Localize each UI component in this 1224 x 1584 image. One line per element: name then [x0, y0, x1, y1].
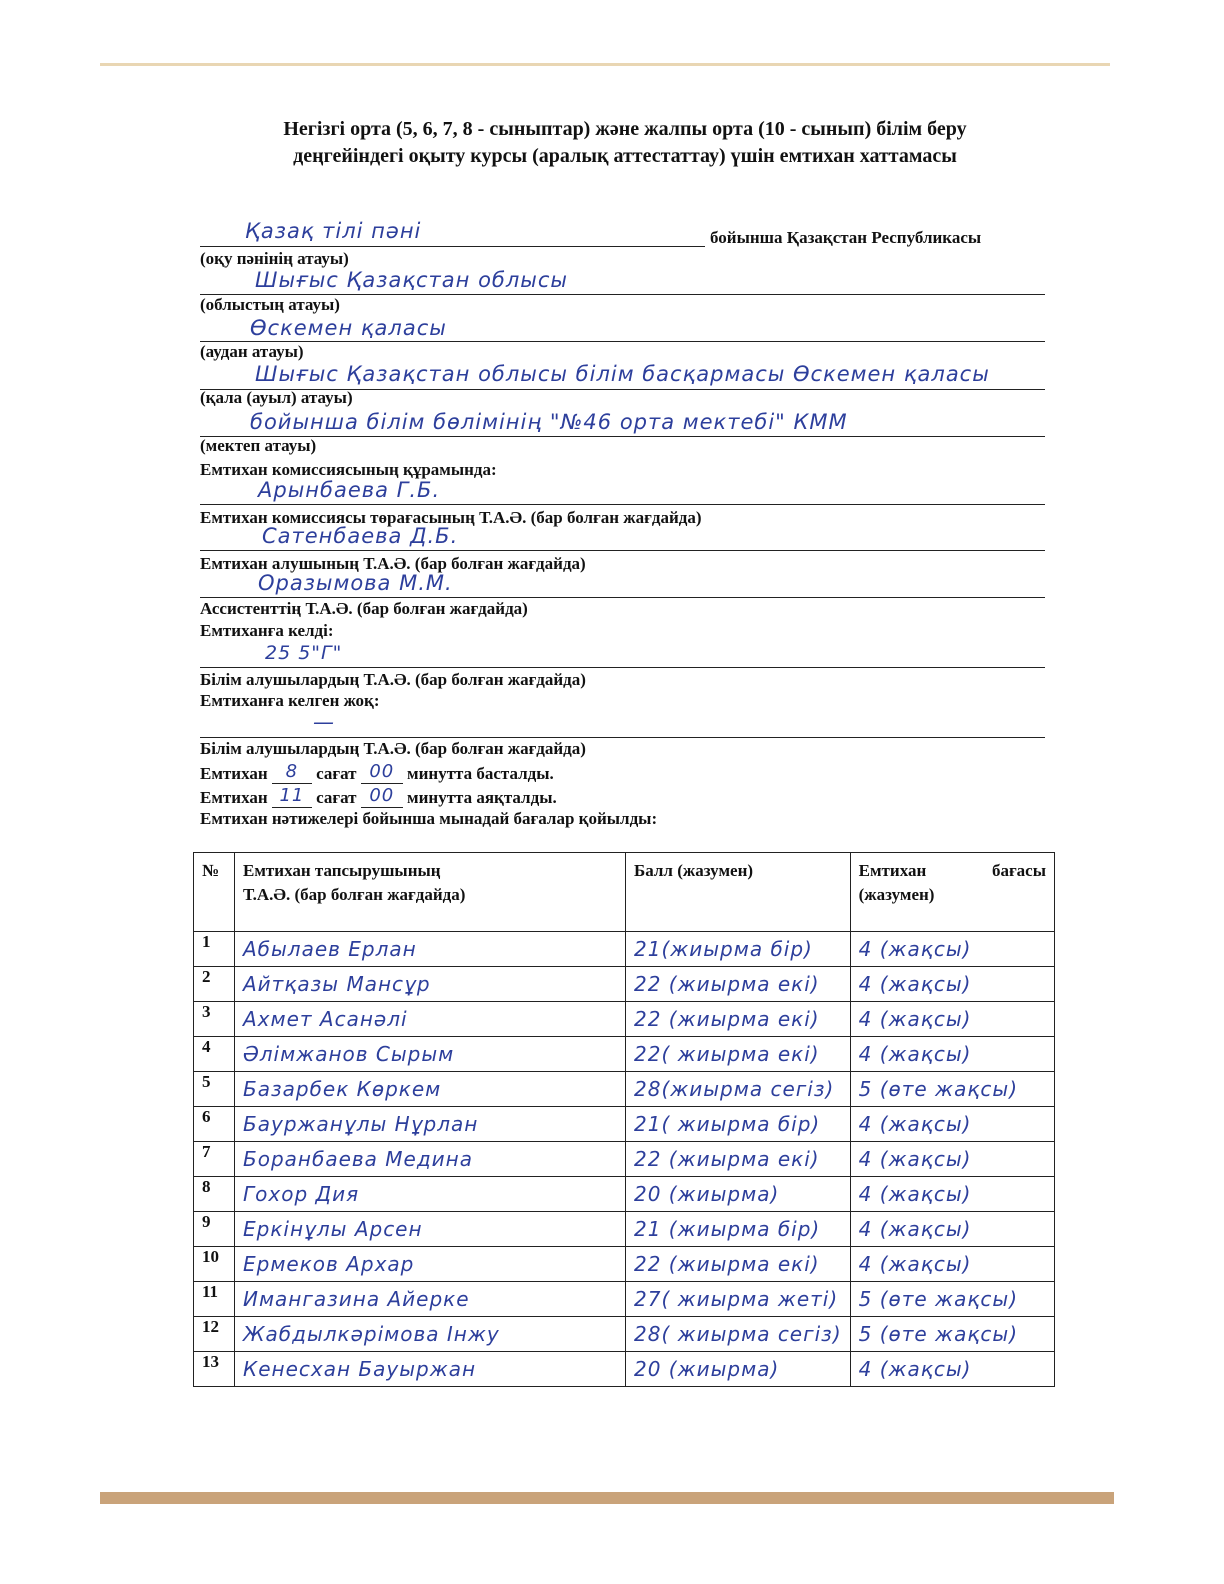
results-table	[193, 852, 1055, 1387]
student-grade: 4 (жақсы)	[858, 1112, 972, 1136]
student-score-cell	[626, 1247, 851, 1282]
student-score: 20 (жиырма)	[634, 1357, 780, 1381]
row-number: 5	[202, 1072, 211, 1091]
student-name: Гохор Дия	[243, 1182, 360, 1206]
examiner-line	[200, 550, 1045, 551]
student-score: 21(жиырма бір)	[634, 937, 813, 961]
table-row	[194, 1247, 1055, 1282]
subject-suffix: бойынша Қазақстан Республикасы	[710, 228, 982, 247]
page-title	[190, 116, 1060, 170]
student-grade: 4 (жақсы)	[858, 972, 972, 996]
student-name-cell	[235, 1177, 626, 1212]
row-number-cell	[194, 1107, 235, 1142]
student-grade-cell	[850, 1002, 1054, 1037]
row-number: 13	[202, 1352, 219, 1371]
school-caption: (мектеп атауы)	[200, 436, 317, 455]
row-number: 8	[202, 1177, 211, 1196]
student-score: 22 (жиырма екі)	[634, 972, 820, 996]
table-row	[194, 932, 1055, 967]
student-grade: 4 (жақсы)	[858, 1357, 972, 1381]
student-score: 22( жиырма екі)	[634, 1042, 820, 1066]
start-hour: 8	[272, 761, 312, 784]
district-caption: (аудан атауы)	[200, 342, 304, 361]
subject-value: Қазақ тілі пәні	[245, 219, 422, 243]
student-name: Ермеков Архар	[243, 1252, 415, 1276]
student-name: Абылаев Ерлан	[243, 937, 417, 961]
student-name-cell	[235, 1282, 626, 1317]
results-label: Емтихан нәтижелері бойынша мынадай бағалар қойылды:	[200, 809, 658, 828]
student-name: Кенесхан Бауыржан	[243, 1357, 477, 1381]
absent-caption: Білім алушылардың Т.А.Ә. (бар болған жағдайда)	[200, 739, 586, 758]
table-row	[194, 967, 1055, 1002]
row-number-cell	[194, 1142, 235, 1177]
header-grade-word-1: Емтихан	[858, 861, 927, 880]
student-score-cell	[626, 1142, 851, 1177]
end-prefix: Емтихан	[200, 788, 268, 807]
absent-value: —	[313, 710, 335, 734]
commission-label: Емтихан комиссиясының құрамында:	[200, 460, 497, 479]
student-score-cell	[626, 1072, 851, 1107]
city-caption: (қала (ауыл) атауы)	[200, 388, 353, 407]
district-line	[200, 341, 1045, 342]
student-name: Боранбаева Медина	[243, 1147, 473, 1171]
student-name: Айтқазы Мансұр	[243, 972, 431, 996]
paper-top-edge	[100, 63, 1110, 66]
table-row	[194, 1352, 1055, 1387]
student-grade-cell	[850, 1142, 1054, 1177]
region-value: Шығыс Қазақстан облысы	[255, 268, 568, 292]
table-row	[194, 1212, 1055, 1247]
table-header-row	[194, 853, 1055, 932]
end-suffix: минутта аяқталды.	[407, 788, 557, 807]
school-line	[200, 436, 1045, 437]
student-grade-cell	[850, 1352, 1054, 1387]
table-row	[194, 1107, 1055, 1142]
student-grade-cell	[850, 1282, 1054, 1317]
student-score-cell	[626, 1352, 851, 1387]
student-grade-cell	[850, 1247, 1054, 1282]
student-grade-cell	[850, 1177, 1054, 1212]
student-name-cell	[235, 1107, 626, 1142]
header-grade	[850, 853, 1054, 932]
start-prefix: Емтихан	[200, 764, 268, 783]
table-row	[194, 1002, 1055, 1037]
end-hour: 11	[272, 785, 312, 808]
student-name-cell	[235, 1352, 626, 1387]
row-number: 3	[202, 1002, 211, 1021]
results-body	[194, 932, 1055, 1387]
row-number: 10	[202, 1247, 219, 1266]
student-grade: 5 (өте жақсы)	[858, 1287, 1019, 1311]
district-value: Өскемен қаласы	[250, 316, 447, 340]
chair-line	[200, 504, 1045, 505]
header-name-line-2: Т.А.Ә. (бар болған жағдайда)	[243, 885, 466, 904]
assistant-caption: Ассистенттің Т.А.Ә. (бар болған жағдайда)	[200, 599, 528, 618]
school-value: бойынша білім бөлімінің "№46 орта мектебі" КММ	[250, 410, 848, 434]
header-grade-line-2: (жазумен)	[858, 885, 935, 904]
student-grade-cell	[850, 1317, 1054, 1352]
row-number-cell	[194, 932, 235, 967]
row-number-cell	[194, 1317, 235, 1352]
student-score-cell	[626, 1002, 851, 1037]
examiner-caption: Емтихан алушының Т.А.Ә. (бар болған жағдайда)	[200, 554, 586, 573]
row-number: 2	[202, 967, 211, 986]
student-grade-cell	[850, 1212, 1054, 1247]
header-score: Балл (жазумен)	[626, 853, 851, 932]
student-name-cell	[235, 1002, 626, 1037]
student-name-cell	[235, 1212, 626, 1247]
student-score: 22 (жиырма екі)	[634, 1007, 820, 1031]
table-row	[194, 1037, 1055, 1072]
student-score: 20 (жиырма)	[634, 1182, 780, 1206]
row-number: 7	[202, 1142, 211, 1161]
student-score-cell	[626, 967, 851, 1002]
student-name: Бауржанұлы Нұрлан	[243, 1112, 479, 1136]
student-score: 22 (жиырма екі)	[634, 1147, 820, 1171]
student-name-cell	[235, 1072, 626, 1107]
student-score: 21 (жиырма бір)	[634, 1217, 821, 1241]
row-number: 12	[202, 1317, 219, 1336]
subject-caption: (оқу пәнінің атауы)	[200, 249, 349, 268]
attended-caption: Білім алушылардың Т.А.Ә. (бар болған жағдайда)	[200, 670, 586, 689]
student-score-cell	[626, 1212, 851, 1247]
student-score-cell	[626, 1037, 851, 1072]
table-row	[194, 1177, 1055, 1212]
student-grade-cell	[850, 1072, 1054, 1107]
table-row	[194, 1072, 1055, 1107]
start-time-row	[200, 761, 554, 784]
row-number-cell	[194, 1072, 235, 1107]
student-grade-cell	[850, 967, 1054, 1002]
row-number-cell	[194, 1352, 235, 1387]
header-num: №	[194, 853, 235, 932]
end-mid: сағат	[316, 788, 357, 807]
attended-label: Емтиханға келді:	[200, 621, 334, 640]
table-row	[194, 1142, 1055, 1177]
row-number-cell	[194, 967, 235, 1002]
row-number-cell	[194, 1037, 235, 1072]
examiner-value: Сатенбаева Д.Б.	[262, 524, 459, 548]
header-name	[235, 853, 626, 932]
student-name: Жабдылкәрімова Інжу	[243, 1322, 500, 1346]
city-value: Шығыс Қазақстан облысы білім басқармасы Өскемен қаласы	[255, 362, 990, 386]
attended-line	[200, 667, 1045, 668]
end-time-row	[200, 785, 557, 808]
student-name-cell	[235, 967, 626, 1002]
student-grade: 5 (өте жақсы)	[858, 1322, 1019, 1346]
row-number-cell	[194, 1002, 235, 1037]
absent-line	[200, 737, 1045, 738]
student-score: 27( жиырма жеті)	[634, 1287, 839, 1311]
student-name: Ахмет Асанәлі	[243, 1007, 408, 1031]
row-number-cell	[194, 1282, 235, 1317]
end-min: 00	[361, 785, 403, 808]
student-grade-cell	[850, 932, 1054, 967]
student-score: 22 (жиырма екі)	[634, 1252, 820, 1276]
student-score: 28(жиырма сегіз)	[634, 1077, 835, 1101]
chair-value: Арынбаева Г.Б.	[258, 478, 441, 502]
row-number: 6	[202, 1107, 211, 1126]
student-name-cell	[235, 1142, 626, 1177]
student-name-cell	[235, 1037, 626, 1072]
student-name: Еркінұлы Арсен	[243, 1217, 423, 1241]
row-number: 1	[202, 932, 211, 951]
subject-line	[200, 246, 705, 247]
start-suffix: минутта басталды.	[407, 764, 554, 783]
table-row	[194, 1317, 1055, 1352]
start-min: 00	[361, 761, 403, 784]
student-name-cell	[235, 1317, 626, 1352]
student-grade: 4 (жақсы)	[858, 1007, 972, 1031]
row-number-cell	[194, 1177, 235, 1212]
row-number-cell	[194, 1247, 235, 1282]
student-name: Имангазина Айерке	[243, 1287, 470, 1311]
row-number: 11	[202, 1282, 219, 1301]
header-name-line-1: Емтихан тапсырушының	[243, 861, 441, 880]
header-grade-word-2: бағасы	[991, 861, 1046, 880]
table-row	[194, 1282, 1055, 1317]
row-number: 9	[202, 1212, 211, 1231]
student-score-cell	[626, 1177, 851, 1212]
attended-value: 25 5"Г"	[265, 642, 343, 664]
student-grade: 4 (жақсы)	[858, 1217, 972, 1241]
paper-bottom-edge	[100, 1492, 1114, 1504]
student-grade: 4 (жақсы)	[858, 1252, 972, 1276]
student-grade: 4 (жақсы)	[858, 937, 972, 961]
row-number-cell	[194, 1212, 235, 1247]
student-name-cell	[235, 1247, 626, 1282]
absent-label: Емтиханға келген жоқ:	[200, 691, 380, 710]
student-score-cell	[626, 1282, 851, 1317]
row-number: 4	[202, 1037, 211, 1056]
student-grade-cell	[850, 1107, 1054, 1142]
chair-caption: Емтихан комиссиясы төрағасының Т.А.Ә. (бар болған жағдайда)	[200, 508, 702, 527]
student-score: 28( жиырма сегіз)	[634, 1322, 842, 1346]
student-name: Әлімжанов Сырым	[243, 1042, 455, 1066]
region-caption: (облыстың атауы)	[200, 295, 340, 314]
student-grade-cell	[850, 1037, 1054, 1072]
student-grade: 5 (өте жақсы)	[858, 1077, 1019, 1101]
student-score-cell	[626, 1107, 851, 1142]
title-line-2: деңгейіндегі оқыту курсы (аралық аттестаттау) үшін емтихан хаттамасы	[293, 145, 957, 167]
student-score: 21( жиырма бір)	[634, 1112, 821, 1136]
student-score-cell	[626, 932, 851, 967]
title-line-1: Негізгі орта (5, 6, 7, 8 - сыныптар) және жалпы орта (10 - сынып) білім беру	[283, 118, 967, 140]
student-name: Базарбек Көркем	[243, 1077, 442, 1101]
assistant-line	[200, 597, 1045, 598]
assistant-value: Оразымова М.М.	[258, 571, 453, 595]
student-score-cell	[626, 1317, 851, 1352]
student-grade: 4 (жақсы)	[858, 1147, 972, 1171]
student-name-cell	[235, 932, 626, 967]
student-grade: 4 (жақсы)	[858, 1042, 972, 1066]
start-mid: сағат	[316, 764, 357, 783]
student-grade: 4 (жақсы)	[858, 1182, 972, 1206]
